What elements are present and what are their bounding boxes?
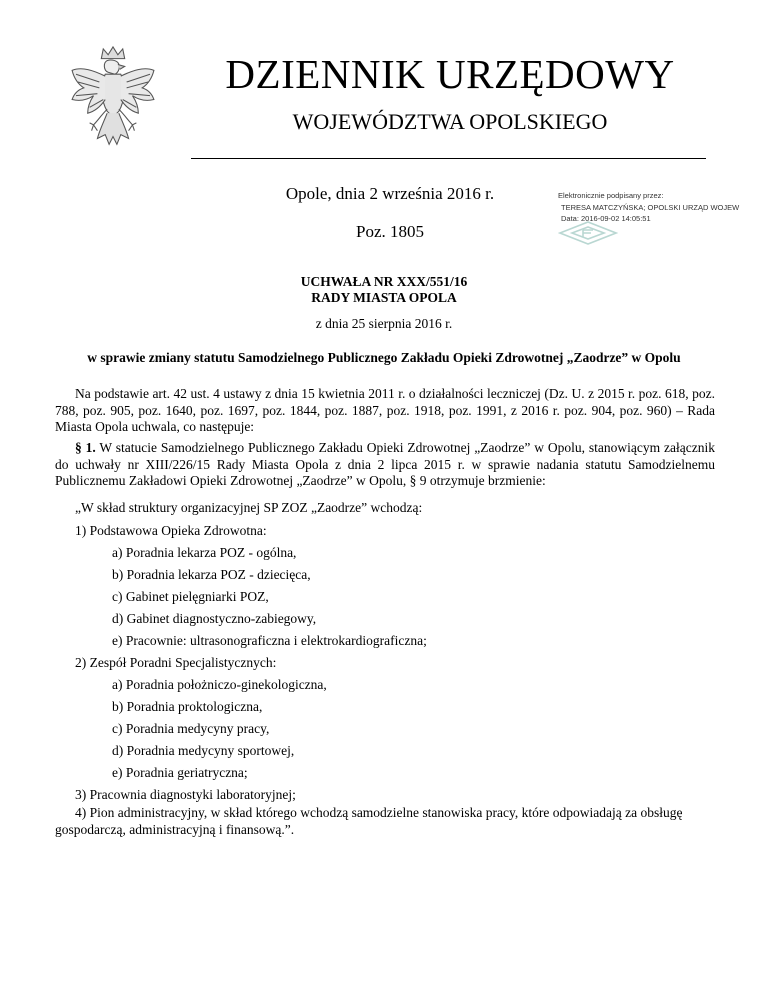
signature-signer: TERESA MATCZYŃSKA; OPOLSKI URZĄD WOJEW: [561, 202, 740, 212]
journal-subtitle: WOJEWÓDZTWA OPOLSKIEGO: [292, 109, 608, 134]
resolution-subject: w sprawie zmiany statutu Samodzielnego Publicznego Zakładu Opieki Zdrowotnej „Zaodrze” w Opolu: [87, 350, 681, 365]
list-item: a) Poradnia lekarza POZ - ogólna,: [112, 545, 297, 560]
list-item: a) Poradnia położniczo-ginekologiczna,: [112, 677, 327, 692]
list-item: e) Pracownie: ultrasonograficzna i elektrokardiograficzna;: [112, 633, 427, 648]
position-number: Poz. 1805: [356, 222, 424, 241]
quote-intro: „W skład struktury organizacyjnej SP ZOZ „Zaodrze” wchodzą:: [75, 500, 423, 515]
section-label: § 1.: [75, 440, 96, 455]
signature-seal-icon: [558, 220, 618, 246]
list-item: 2) Zespół Poradni Specjalistycznych:: [75, 655, 277, 670]
signature-date: Data: 2016-09-02 14:05:51: [561, 214, 651, 223]
resolution-authority: RADY MIASTA OPOLA: [311, 290, 457, 305]
list-item: c) Gabinet pielęgniarki POZ,: [112, 589, 269, 604]
list-item: 3) Pracownia diagnostyki laboratoryjnej;: [75, 787, 296, 802]
publication-date: Opole, dnia 2 września 2016 r.: [285, 184, 495, 203]
resolution-title: [150, 274, 618, 306]
list-item: b) Poradnia lekarza POZ - dziecięca,: [112, 567, 311, 582]
legal-basis-paragraph: Na podstawie art. 42 ust. 4 ustawy z dnia 15 kwietnia 2011 r. o działalności leczniczej (Dz. U. z 2015 r. poz. 618, poz. 788, poz. 905, poz. 1640, poz. 1697, poz. 1844, poz. 1887, poz. 1918, poz. 1991, z 2016 r. poz. 904, poz. 960) – Rada Miasta Opola uchwala, co następuje:: [55, 386, 715, 434]
resolution-number: UCHWAŁA NR XXX/551/16: [300, 274, 468, 289]
list-item: b) Poradnia proktologiczna,: [112, 699, 263, 714]
list-item: 4) Pion administracyjny, w skład którego wchodzą samodzielne stanowiska pracy, które odpowiadają za obsługę gospodarczą, administracyjną i finansową.”.: [55, 805, 683, 837]
resolution-date: z dnia 25 sierpnia 2016 r.: [315, 316, 453, 331]
list-item: e) Poradnia geriatryczna;: [112, 765, 248, 780]
list-item: c) Poradnia medycyny pracy,: [112, 721, 270, 736]
list-item: 1) Podstawowa Opieka Zdrowotna:: [75, 523, 267, 538]
masthead-divider: [191, 158, 706, 159]
list-item: d) Gabinet diagnostyczno-zabiegowy,: [112, 611, 317, 626]
coat-of-arms-eagle-icon: [64, 45, 162, 157]
section-1-paragraph: [55, 440, 715, 490]
signature-label: Elektronicznie podpisany przez:: [558, 191, 664, 200]
list-item: d) Poradnia medycyny sportowej,: [112, 743, 295, 758]
journal-title: DZIENNIK URZĘDOWY: [225, 51, 675, 97]
section-text: W statucie Samodzielnego Publicznego Zakładu Opieki Zdrowotnej „Zaodrze” w Opolu, stanowiącym załącznik do uchwały nr XIII/226/15 Rady Miasta Opola z dnia 2 lipca 2015 r. w sprawie nadania statutu Samodzielnemu Publicznemu Zakładowi Opieki Zdrowotnej „Zaodrze” w Opolu, § 9 otrzymuje brzmienie:: [55, 440, 715, 488]
